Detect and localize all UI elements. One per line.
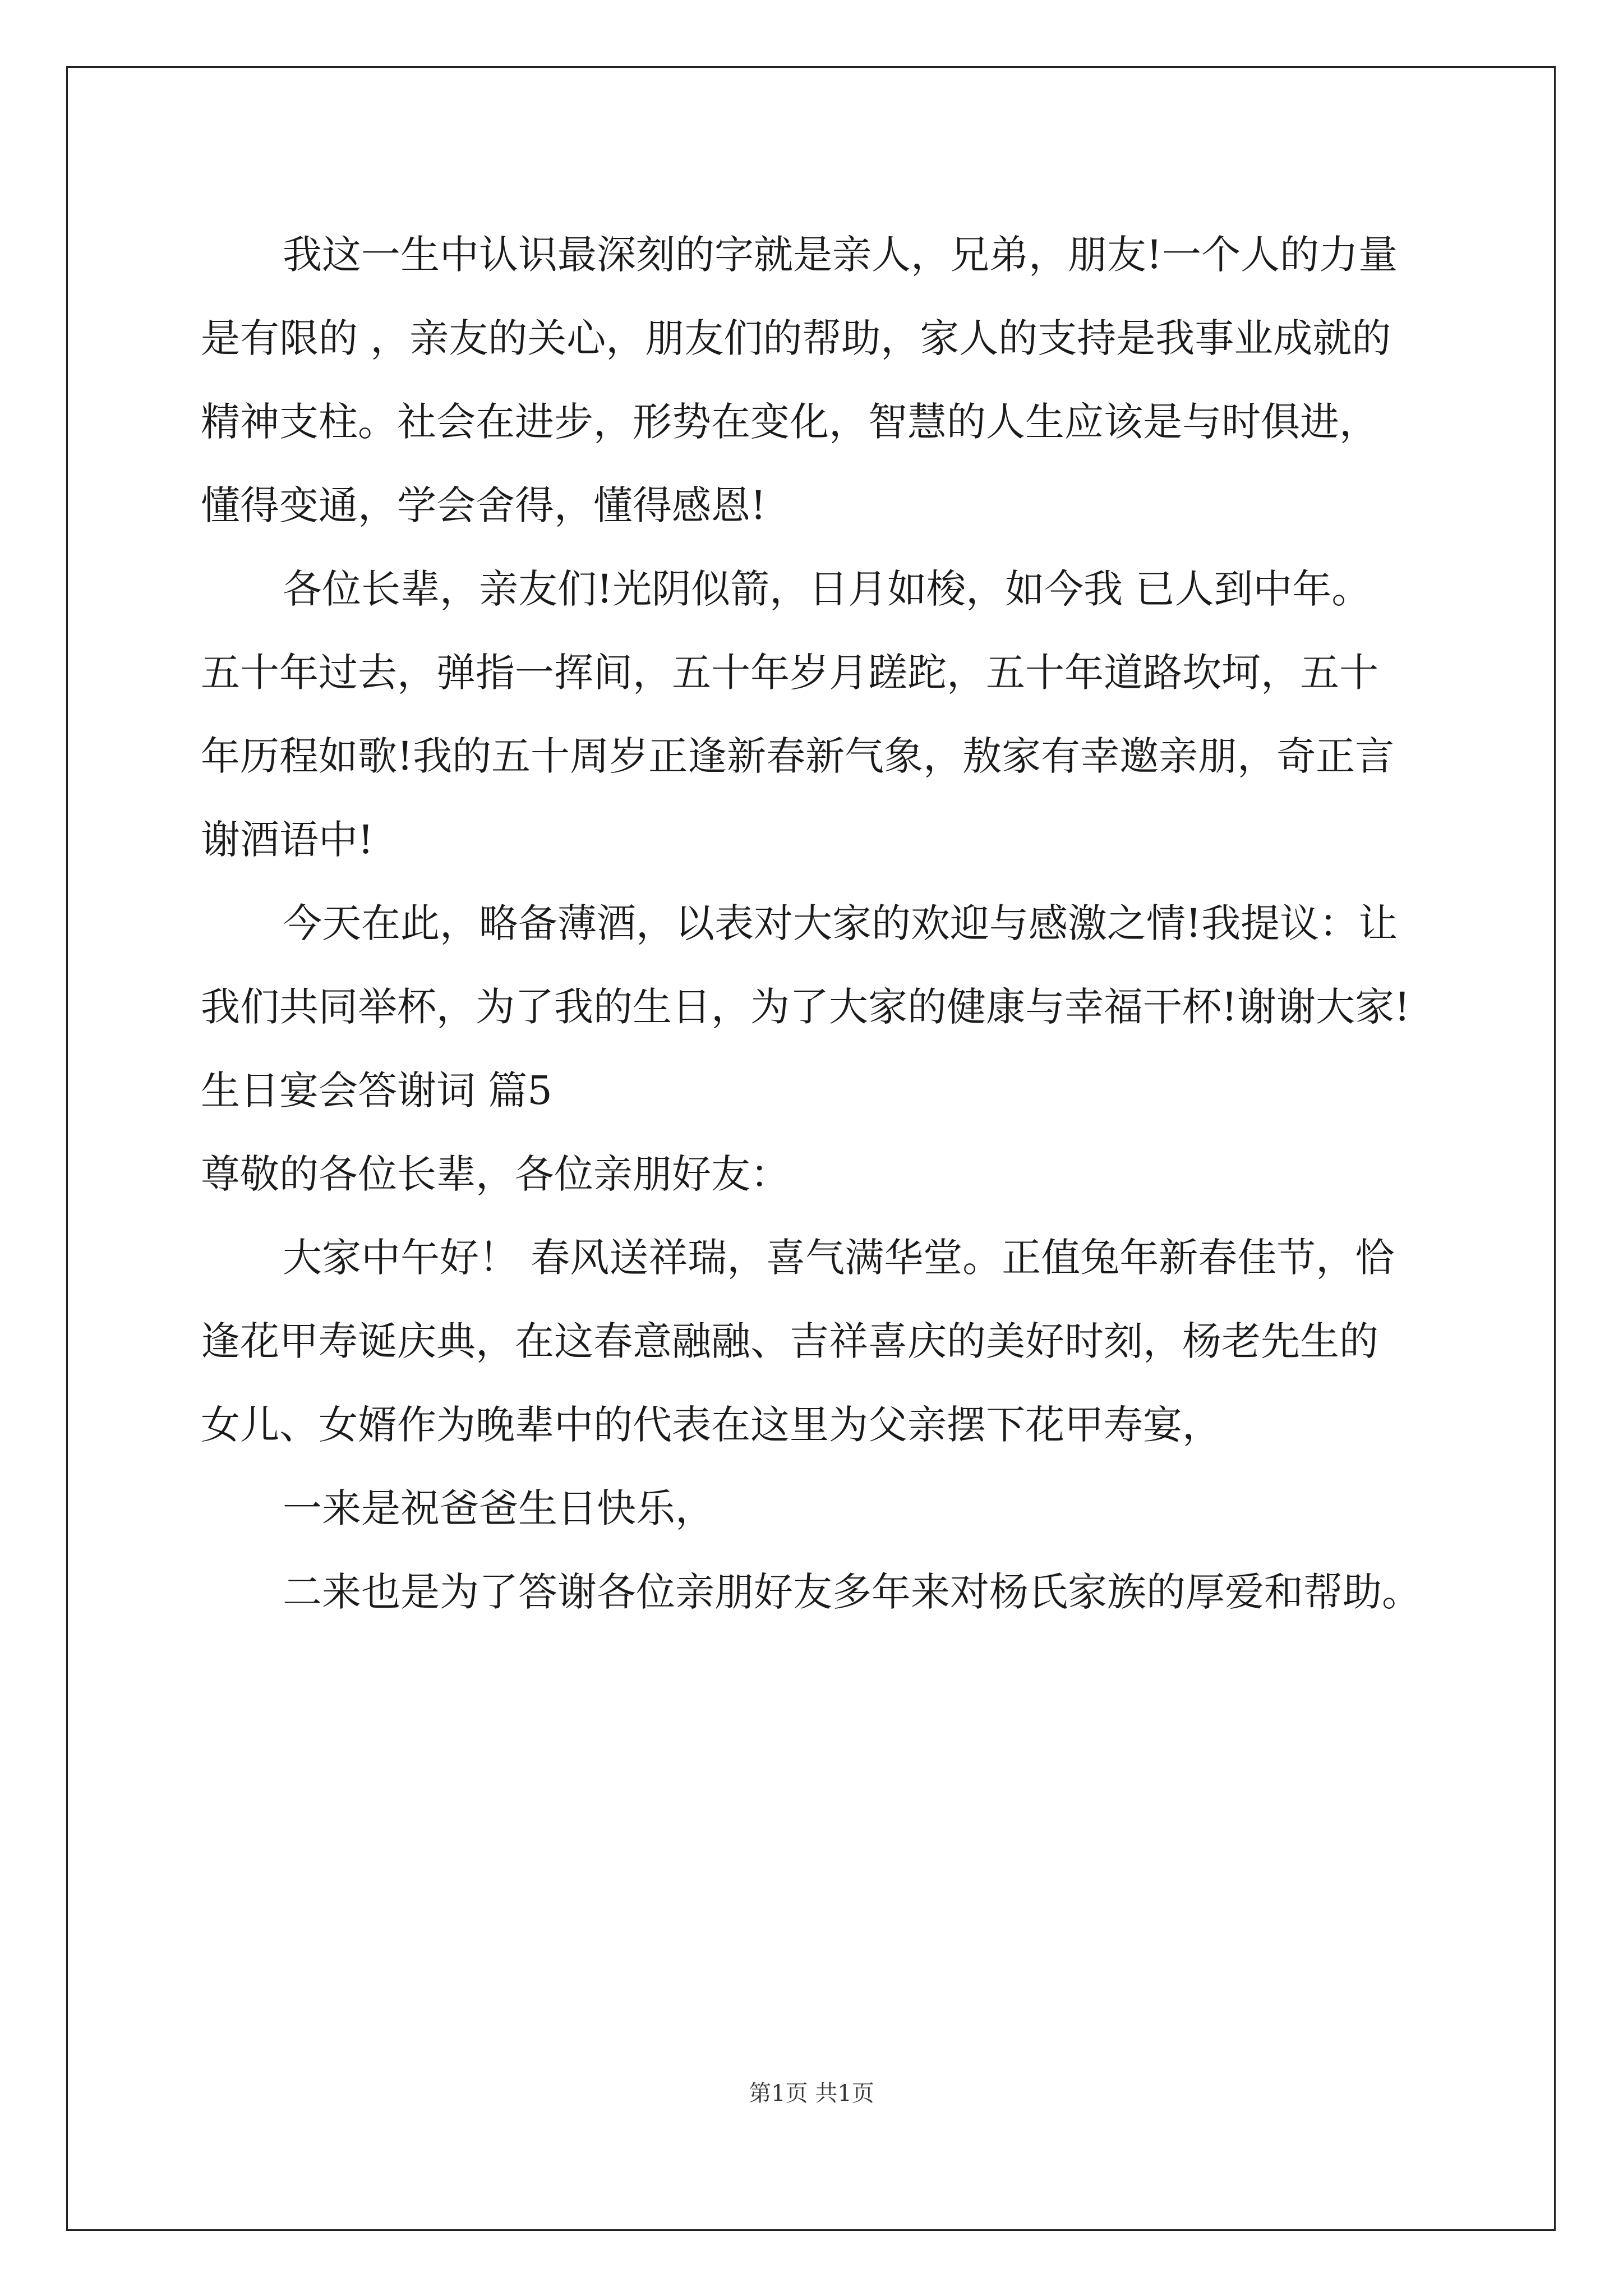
text-line: 懂得变通，学会舍得，懂得感恩! [201, 482, 767, 528]
section-heading: 生日宴会答谢词 篇5 [201, 1068, 552, 1114]
text-line: 女儿、女婿作为晚辈中的代表在这里为父亲摆下花甲寿宴， [201, 1402, 1221, 1448]
text-line: 二来也是为了答谢各位亲朋好友多年来对杨氏家族的厚爱和帮助。 [283, 1569, 1421, 1615]
text-line: 五十年过去，弹指一挥间，五十年岁月蹉跎，五十年道路坎坷，五十 [201, 650, 1378, 696]
text-line: 一来是祝爸爸生日快乐， [283, 1485, 714, 1531]
document-body [201, 213, 1435, 1634]
text-line: 精神支柱。社会在进步，形势在变化，智慧的人生应该是与时俱进， [201, 399, 1378, 445]
text-line: 今天在此，略备薄酒，以表对大家的欢迎与感激之情!我提议：让 [283, 900, 1398, 946]
salutation: 尊敬的各位长辈，各位亲朋好友： [201, 1151, 790, 1197]
text-line: 大家中午好！ 春风送祥瑞，喜气满华堂。正值兔年新春佳节，恰 [283, 1235, 1395, 1281]
text-line: 我这一生中认识最深刻的字就是亲人，兄弟，朋友!一个人的力量 [283, 232, 1398, 278]
text-line: 是有限的 ，亲友的关心，朋友们的帮助，家人的支持是我事业成就的 [201, 315, 1391, 361]
text-line: 我们共同举杯，为了我的生日，为了大家的健康与幸福干杯!谢谢大家! [201, 984, 1410, 1030]
text-line: 逢花甲寿诞庆典，在这春意融融、吉祥喜庆的美好时刻，杨老先生的 [201, 1318, 1378, 1364]
page-number: 第1页 共1页 [749, 2081, 874, 2106]
text-line: 谢酒语中! [201, 817, 374, 863]
text-line: 各位长辈，亲友们!光阴似箭，日月如梭，如今我 已人到中年。 [283, 566, 1371, 612]
text-line: 年历程如歌!我的五十周岁正逢新春新气象，敖家有幸邀亲朋，奇正言 [201, 733, 1395, 779]
